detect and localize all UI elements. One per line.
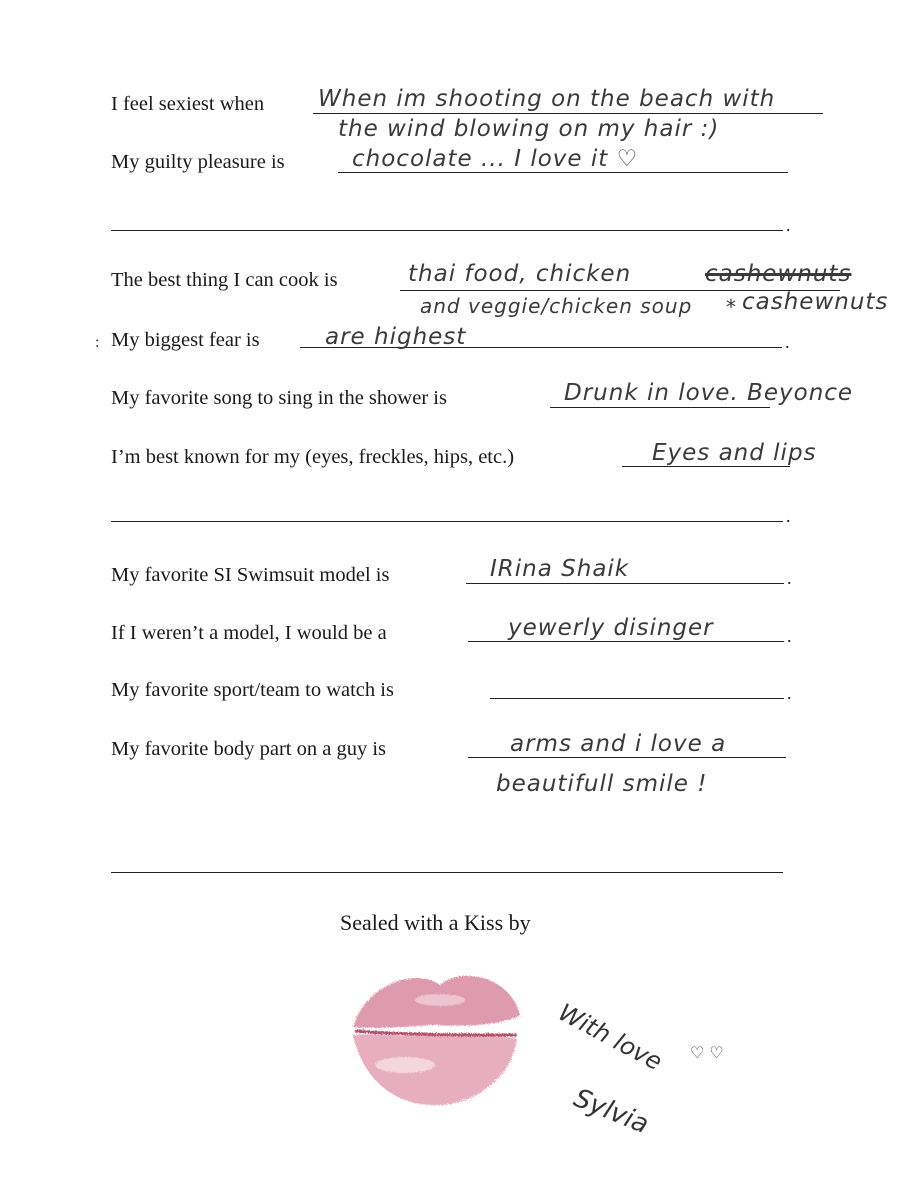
sealed-with-kiss-label: Sealed with a Kiss by: [340, 910, 531, 935]
with-love-note: With love: [553, 998, 667, 1076]
answer-cook-struck: cashewnuts: [705, 261, 852, 287]
answer-line-si-model: [466, 583, 784, 584]
period-mark: .: [787, 626, 792, 646]
answer-line-guilty: [338, 172, 788, 173]
answer-biggest-fear: are highest: [325, 324, 467, 350]
prompt-biggest-fear: My biggest fear is: [111, 329, 260, 351]
answer-line-known: [622, 466, 790, 467]
answer-line-if-not-model: [468, 641, 784, 642]
period-mark: .: [785, 332, 790, 352]
prompt-best-cook: The best thing I can cook is: [111, 269, 338, 291]
period-mark: .: [787, 568, 792, 588]
period-mark: .: [786, 506, 791, 526]
lipstick-kiss-mark: [345, 955, 525, 1115]
answer-cook-line1: thai food, chicken: [408, 261, 632, 287]
answer-si-model: IRina Shaik: [490, 556, 630, 582]
prompt-shower-song: My favorite song to sing in the shower is: [111, 387, 447, 409]
prompt-guilty-pleasure: My guilty pleasure is: [111, 151, 285, 173]
prompt-favorite-sport: My favorite sport/team to watch is: [111, 679, 394, 701]
prompt-si-model: My favorite SI Swimsuit model is: [111, 564, 390, 586]
answer-line-blank-1: [111, 230, 783, 231]
answer-body-part-line1: arms and i love a: [510, 731, 727, 757]
prompt-best-known: I’m best known for my (eyes, freckles, hips, etc.): [111, 446, 515, 468]
answer-body-part-line2: beautifull smile !: [496, 771, 708, 797]
prompt-sexiest: I feel sexiest when: [111, 93, 265, 115]
answer-line-blank-2: [111, 521, 783, 522]
prompt-body-part: My favorite body part on a guy is: [111, 738, 386, 760]
answer-line-sexiest: [313, 113, 823, 114]
period-mark: .: [787, 683, 792, 703]
answer-sexiest-line1: When im shooting on the beach with: [318, 86, 776, 112]
signature: Sylvia: [569, 1083, 653, 1141]
answer-line-song: [550, 407, 770, 408]
answer-line-body-part: [468, 757, 786, 758]
prompt-if-not-model: If I weren’t a model, I would be a: [111, 622, 387, 644]
period-mark: .: [786, 215, 791, 235]
answer-sexiest-line2: the wind blowing on my hair :): [338, 116, 720, 142]
margin-mark: :: [95, 334, 100, 351]
heart-doodle-icon: ♡ ♡: [690, 1043, 724, 1062]
answer-if-not-model: yewerly disinger: [508, 615, 714, 641]
answer-cook-line2: and veggie/chicken soup: [420, 294, 693, 318]
answer-cook-line3: cashewnuts: [742, 289, 889, 315]
answer-shower-song: Drunk in love. Beyonce: [564, 380, 854, 406]
answer-line-blank-3: [111, 872, 783, 873]
answer-best-known: Eyes and lips: [652, 440, 817, 466]
answer-guilty-pleasure: chocolate ... I love it ♡: [352, 146, 639, 172]
answer-line-sport: [490, 698, 784, 699]
star-mark: *: [726, 295, 737, 319]
